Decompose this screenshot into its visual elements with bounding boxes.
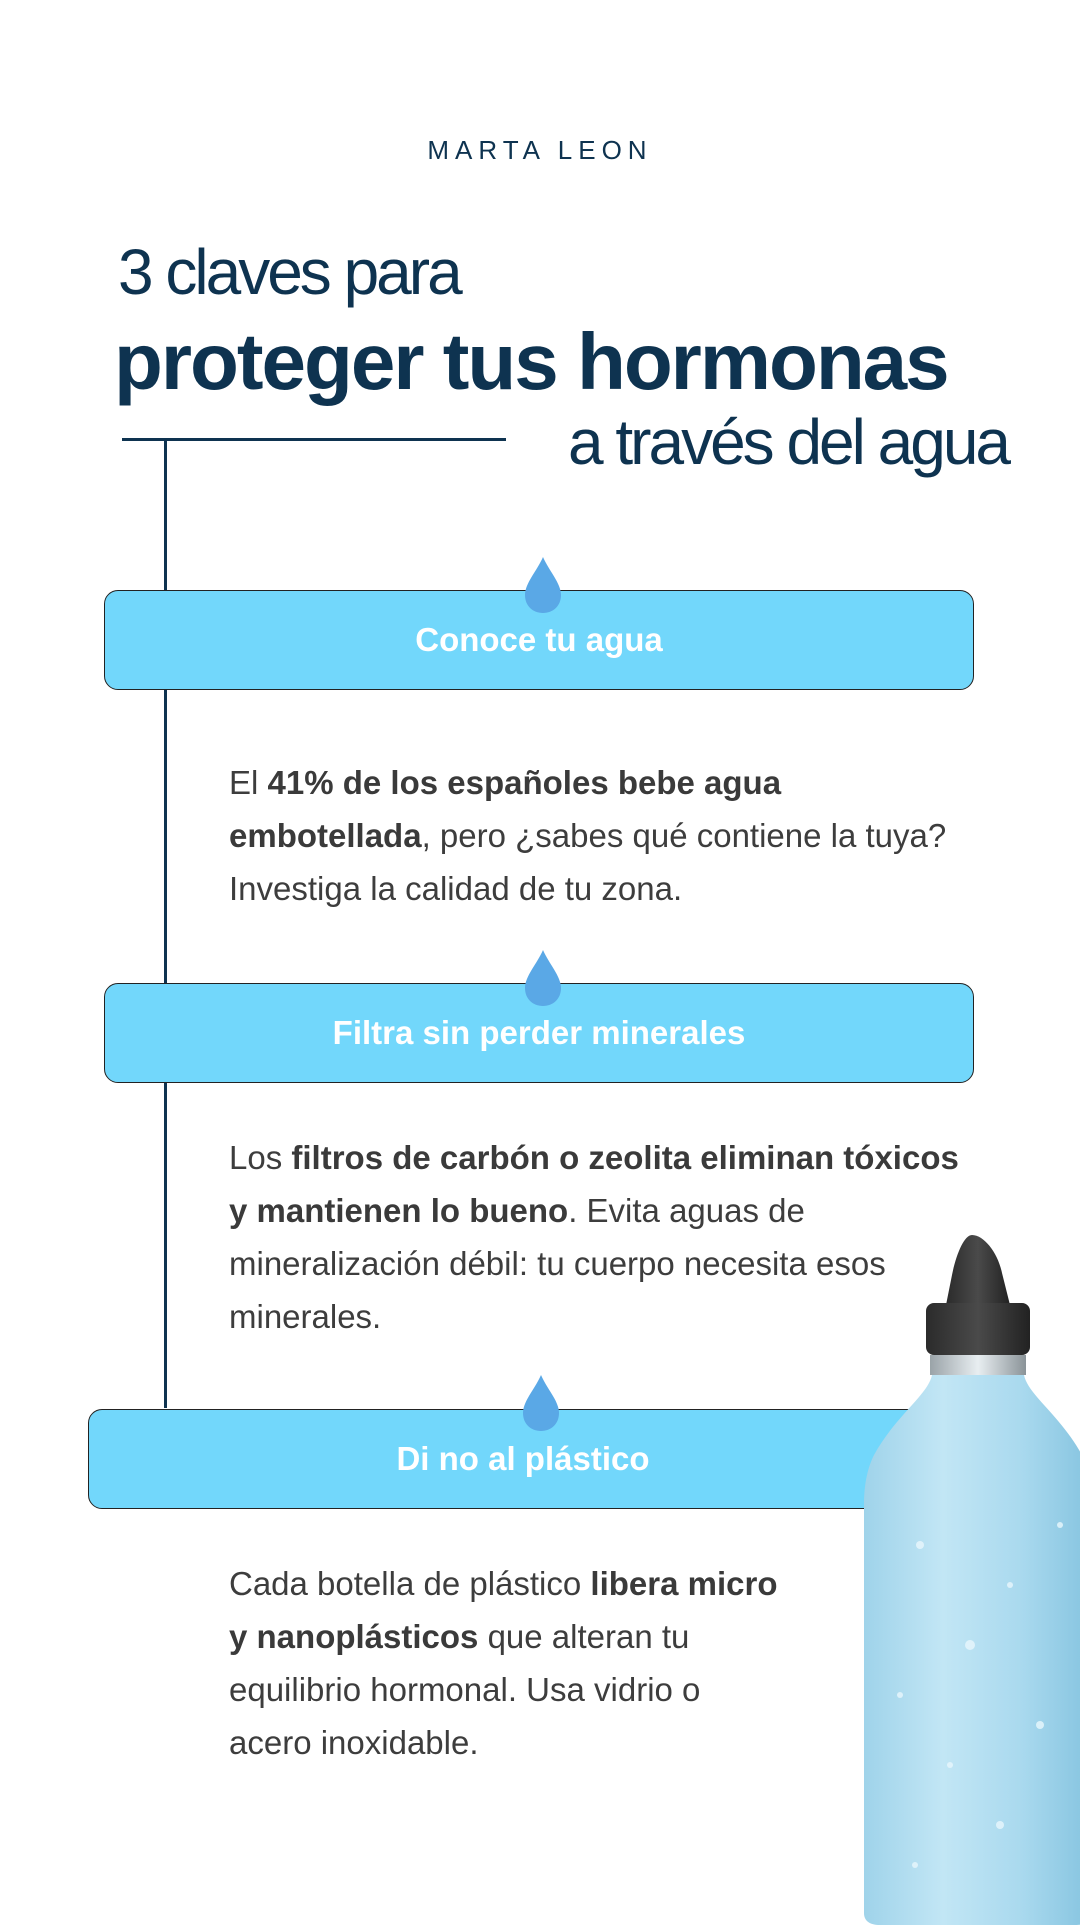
title-line-2: proteger tus hormonas: [114, 317, 948, 406]
title-line-1: 3 claves para: [118, 236, 460, 308]
step-2-text: Los filtros de carbón o zeolita eliminan tóxicos y mantienen lo bueno. Evita aguas de mineralización débil: tu cuerpo necesita esos minerales.: [229, 1139, 959, 1335]
water-drop-icon: [521, 948, 565, 1008]
water-bottle-icon: [860, 1225, 1080, 1925]
step-1-label: Conoce tu agua: [415, 621, 663, 658]
timeline-line: [164, 438, 167, 1408]
step-1-text: El 41% de los españoles bebe agua embotellada, pero ¿sabes qué contiene la tuya? Investiga la calidad de tu zona.: [229, 764, 947, 907]
water-drop-icon: [521, 555, 565, 615]
step-3-label: Di no al plástico: [396, 1440, 650, 1477]
water-drop-icon: [519, 1373, 563, 1433]
title-line-3: a través del agua: [568, 406, 1008, 478]
brand-name: MARTA LEON: [427, 135, 653, 165]
step-2-label: Filtra sin perder minerales: [332, 1014, 746, 1051]
step-3-text: Cada botella de plástico libera micro y nanoplásticos que alteran tu equilibrio hormonal. Usa vidrio o acero inoxidable.: [229, 1565, 778, 1761]
horizontal-rule: [122, 438, 506, 441]
